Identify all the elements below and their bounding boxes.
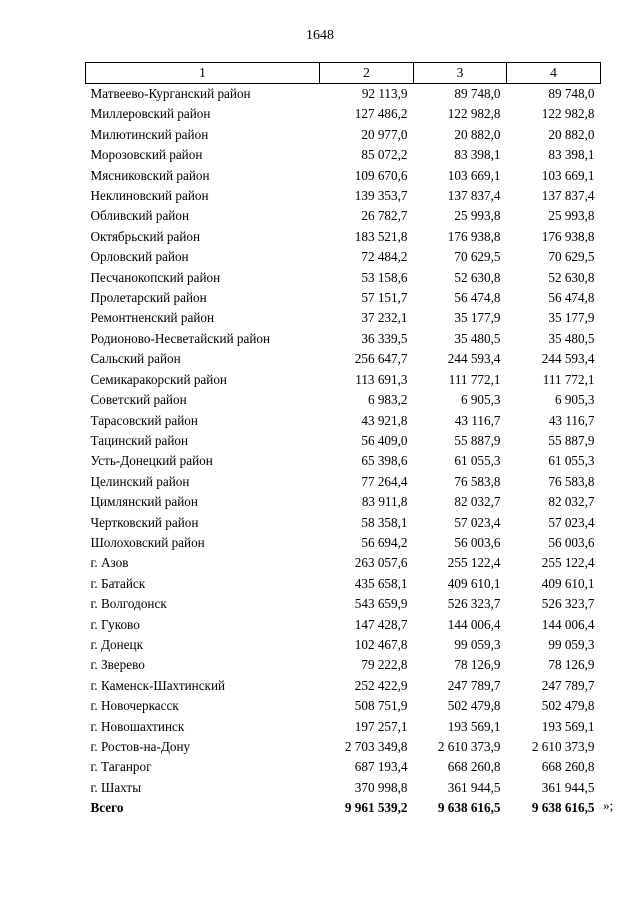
amount-cell-col3: 56 474,8	[454, 290, 501, 306]
amount-cell-col3: 111 772,1	[448, 371, 501, 387]
amount-cell-col2: 36 339,5	[361, 330, 408, 346]
table-row	[86, 757, 601, 777]
amount-cell-col2: 77 264,4	[361, 473, 408, 489]
amount-cell-col4: 43 116,7	[548, 412, 595, 428]
amount-cell-col3: 70 629,5	[454, 249, 501, 265]
amount-cell-col3: 89 748,0	[454, 86, 501, 101]
district-name: Пролетарский район	[90, 290, 207, 306]
amount-cell-col2: 139 353,7	[354, 188, 408, 204]
amount-cell-col3: 43 116,7	[454, 412, 501, 428]
table-header-row	[86, 63, 601, 84]
amount-cell-col2: 113 691,3	[355, 371, 408, 387]
amount-cell-col4: 6 905,3	[554, 392, 595, 408]
amount-cell-col4: 244 593,4	[541, 351, 595, 367]
district-name: г. Зверево	[90, 657, 145, 673]
amount-cell-col2: 256 647,7	[354, 351, 408, 367]
district-name: г. Каменск-Шахтинский	[90, 677, 226, 693]
district-name: г. Донецк	[90, 636, 143, 652]
column-header-2: 2	[320, 63, 414, 84]
amount-cell-col3: 56 003,6	[454, 534, 501, 550]
amount-cell-col4: 35 480,5	[548, 330, 595, 346]
district-name: г. Гуково	[90, 616, 140, 632]
table-row	[86, 431, 601, 451]
table-row	[86, 104, 601, 124]
district-name: г. Новошахтинск	[90, 718, 185, 734]
amount-cell-col3: 6 905,3	[460, 392, 501, 408]
amount-cell-col4: 176 938,8	[541, 228, 595, 244]
amount-cell-col3: 99 059,3	[454, 636, 501, 652]
amount-cell-col3: 20 882,0	[454, 126, 501, 142]
district-name: Шолоховский район	[90, 534, 205, 550]
table-row	[86, 370, 601, 390]
amount-cell-col3: 255 122,4	[447, 555, 501, 571]
amount-cell-col3: 247 789,7	[447, 677, 501, 693]
district-name: Миллеровский район	[90, 106, 211, 122]
amount-cell-col3: 55 887,9	[454, 432, 501, 448]
district-name: Обливский район	[90, 208, 190, 224]
amount-cell-col4: 255 122,4	[541, 555, 595, 571]
amount-cell-col2: 43 921,8	[361, 412, 408, 428]
amount-cell-col2: 508 751,9	[354, 698, 408, 714]
table-row	[86, 472, 601, 492]
amount-cell-col3: 61 055,3	[454, 453, 501, 469]
amount-cell-col2: 197 257,1	[354, 718, 408, 734]
amount-cell-col2: 2 703 349,8	[344, 739, 408, 754]
district-name: г. Таганрог	[90, 759, 152, 775]
amount-cell-col4: 137 837,4	[541, 188, 595, 204]
district-name: Семикаракорский район	[90, 371, 227, 387]
amount-cell-col2: 20 977,0	[361, 126, 408, 142]
amount-cell-col2: 83 911,8	[361, 494, 408, 510]
amount-cell-col4: 103 669,1	[541, 167, 595, 183]
district-name: Мясниковский район	[90, 167, 210, 183]
column-header-1: 1	[86, 63, 320, 84]
amount-cell-col3: 76 583,8	[454, 473, 501, 489]
amount-cell-col4: 78 126,9	[548, 657, 595, 673]
total-row	[86, 798, 601, 818]
district-name: Песчанокопский район	[90, 269, 221, 285]
table-row	[86, 166, 601, 186]
table-row	[86, 186, 601, 206]
table-row	[86, 737, 601, 757]
amount-cell-col3: 103 669,1	[447, 167, 501, 183]
district-name: Чертковский район	[90, 514, 199, 530]
amount-cell-col2: 65 398,6	[361, 453, 408, 469]
district-name: г. Волгодонск	[90, 596, 167, 612]
table-row	[86, 227, 601, 247]
amount-cell-col4: 9 638 616,5	[531, 800, 595, 816]
amount-cell-col3: 25 993,8	[454, 208, 501, 224]
amount-cell-col2: 57 151,7	[361, 290, 408, 306]
amount-cell-col3: 82 032,7	[454, 494, 501, 510]
amount-cell-col4: 99 059,3	[548, 636, 595, 652]
amount-cell-col3: 9 638 616,5	[437, 800, 501, 816]
amount-cell-col4: 56 474,8	[548, 290, 595, 306]
amount-cell-col3: 137 837,4	[447, 188, 501, 204]
amount-cell-col2: 127 486,2	[354, 106, 408, 122]
district-name: г. Батайск	[90, 575, 146, 591]
table-row	[86, 594, 601, 614]
district-name: Ремонтненский район	[90, 310, 215, 326]
amount-cell-col4: 111 772,1	[542, 371, 595, 387]
amount-cell-col3: 361 944,5	[447, 779, 501, 795]
district-name: г. Шахты	[90, 779, 142, 795]
amount-cell-col4: 83 398,1	[548, 147, 595, 163]
table-row	[86, 411, 601, 431]
amount-cell-col3: 176 938,8	[447, 228, 501, 244]
amount-cell-col4: 89 748,0	[548, 86, 595, 101]
table-row	[86, 451, 601, 471]
district-name: Целинский район	[90, 473, 190, 489]
amount-cell-col2: 56 409,0	[361, 432, 408, 448]
district-name: Тацинский район	[90, 432, 189, 448]
amount-cell-col4: 56 003,6	[548, 534, 595, 550]
amount-cell-col2: 56 694,2	[361, 534, 408, 550]
table-row	[86, 125, 601, 145]
district-name: Неклиновский район	[90, 188, 209, 204]
amount-cell-col4: 668 260,8	[541, 759, 595, 775]
amount-cell-col2: 252 422,9	[354, 677, 408, 693]
amount-cell-col3: 122 982,8	[447, 106, 501, 122]
table-row	[86, 390, 601, 410]
amount-cell-col2: 79 222,8	[361, 657, 408, 673]
amount-cell-col4: 70 629,5	[548, 249, 595, 265]
amount-cell-col3: 52 630,8	[454, 269, 501, 285]
table-row	[86, 615, 601, 635]
district-name: Октябрьский район	[90, 228, 201, 244]
amount-cell-col2: 85 072,2	[361, 147, 408, 163]
amount-cell-col2: 687 193,4	[354, 759, 408, 775]
table-row	[86, 574, 601, 594]
amount-cell-col2: 435 658,1	[354, 575, 408, 591]
district-name: Тарасовский район	[90, 412, 198, 428]
amount-cell-col4: 193 569,1	[541, 718, 595, 734]
amount-cell-col2: 58 358,1	[361, 514, 408, 530]
amount-cell-col3: 409 610,1	[447, 575, 501, 591]
amount-cell-col4: 247 789,7	[541, 677, 595, 693]
table-row	[86, 533, 601, 553]
amount-cell-col4: 144 006,4	[541, 616, 595, 632]
amount-cell-col4: 20 882,0	[548, 126, 595, 142]
amount-cell-col3: 244 593,4	[447, 351, 501, 367]
amount-cell-col3: 35 480,5	[454, 330, 501, 346]
amount-cell-col2: 72 484,2	[361, 249, 408, 265]
table-row	[86, 84, 601, 105]
page-number: 1648	[306, 28, 334, 43]
amount-cell-col2: 102 467,8	[354, 636, 408, 652]
table-row	[86, 717, 601, 737]
amount-cell-col2: 543 659,9	[354, 596, 408, 612]
district-name: Усть-Донецкий район	[90, 453, 213, 469]
amount-cell-col4: 2 610 373,9	[531, 739, 595, 754]
table-row	[86, 247, 601, 267]
amount-cell-col4: 61 055,3	[548, 453, 595, 469]
table-row	[86, 288, 601, 308]
amount-cell-col4: 35 177,9	[548, 310, 595, 326]
column-header-4: 4	[507, 63, 601, 84]
amount-cell-col4: 502 479,8	[541, 698, 595, 714]
table-row	[86, 492, 601, 512]
amount-cell-col3: 2 610 373,9	[437, 739, 501, 754]
amount-cell-col2: 26 782,7	[361, 208, 408, 224]
amount-cell-col4: 76 583,8	[548, 473, 595, 489]
column-header-3: 3	[414, 63, 507, 84]
district-name: Родионово-Несветайский район	[90, 330, 271, 346]
amount-cell-col2: 263 057,6	[354, 555, 408, 571]
amount-cell-col4: 57 023,4	[548, 514, 595, 530]
table-row	[86, 635, 601, 655]
amount-cell-col3: 668 260,8	[447, 759, 501, 775]
amount-cell-col4: 55 887,9	[548, 432, 595, 448]
table-row	[86, 268, 601, 288]
table-row	[86, 329, 601, 349]
total-label: Всего	[90, 800, 124, 816]
district-name: Сальский район	[90, 351, 181, 367]
district-name: г. Азов	[90, 555, 129, 571]
amount-cell-col2: 370 998,8	[354, 779, 408, 795]
amount-cell-col3: 78 126,9	[454, 657, 501, 673]
table-row	[86, 676, 601, 696]
table-row	[86, 553, 601, 573]
amount-cell-col4: 52 630,8	[548, 269, 595, 285]
amount-cell-col3: 526 323,7	[447, 596, 501, 612]
table-row	[86, 308, 601, 328]
district-name: Милютинский район	[90, 126, 209, 142]
amount-cell-col2: 53 158,6	[361, 269, 408, 285]
district-name: г. Новочеркасск	[90, 698, 179, 714]
amount-cell-col2: 9 961 539,2	[344, 800, 408, 816]
table-body	[86, 84, 601, 819]
amount-cell-col2: 147 428,7	[354, 616, 408, 632]
amount-cell-col3: 144 006,4	[447, 616, 501, 632]
district-name: Орловский район	[90, 249, 189, 265]
amount-cell-col2: 6 983,2	[367, 392, 408, 408]
district-name: г. Ростов-на-Дону	[90, 739, 191, 754]
amount-cell-col3: 193 569,1	[447, 718, 501, 734]
table-row	[86, 145, 601, 165]
table-row	[86, 513, 601, 533]
amount-cell-col3: 83 398,1	[454, 147, 501, 163]
table-row	[86, 655, 601, 675]
amount-cell-col4: 25 993,8	[548, 208, 595, 224]
table-row	[86, 206, 601, 226]
amount-cell-col4: 409 610,1	[541, 575, 595, 591]
amount-cell-col3: 57 023,4	[454, 514, 501, 530]
amount-cell-col4: 361 944,5	[541, 779, 595, 795]
district-name: Цимлянский район	[90, 494, 198, 510]
table-row	[86, 778, 601, 798]
amount-cell-col2: 109 670,6	[354, 167, 408, 183]
amount-cell-col4: 122 982,8	[541, 106, 595, 122]
district-name: Морозовский район	[90, 147, 203, 163]
amount-cell-col2: 37 232,1	[361, 310, 408, 326]
district-name: Советский район	[90, 392, 187, 408]
district-name: Матвеево-Курганский район	[90, 86, 251, 101]
closing-quote-mark: »;	[603, 798, 614, 813]
amount-cell-col2: 183 521,8	[354, 228, 408, 244]
table-row	[86, 696, 601, 716]
table-row	[86, 349, 601, 369]
amount-cell-col4: 526 323,7	[541, 596, 595, 612]
budget-table	[85, 62, 601, 819]
amount-cell-col4: 82 032,7	[548, 494, 595, 510]
amount-cell-col3: 35 177,9	[454, 310, 501, 326]
amount-cell-col3: 502 479,8	[447, 698, 501, 714]
amount-cell-col2: 92 113,9	[361, 86, 408, 101]
